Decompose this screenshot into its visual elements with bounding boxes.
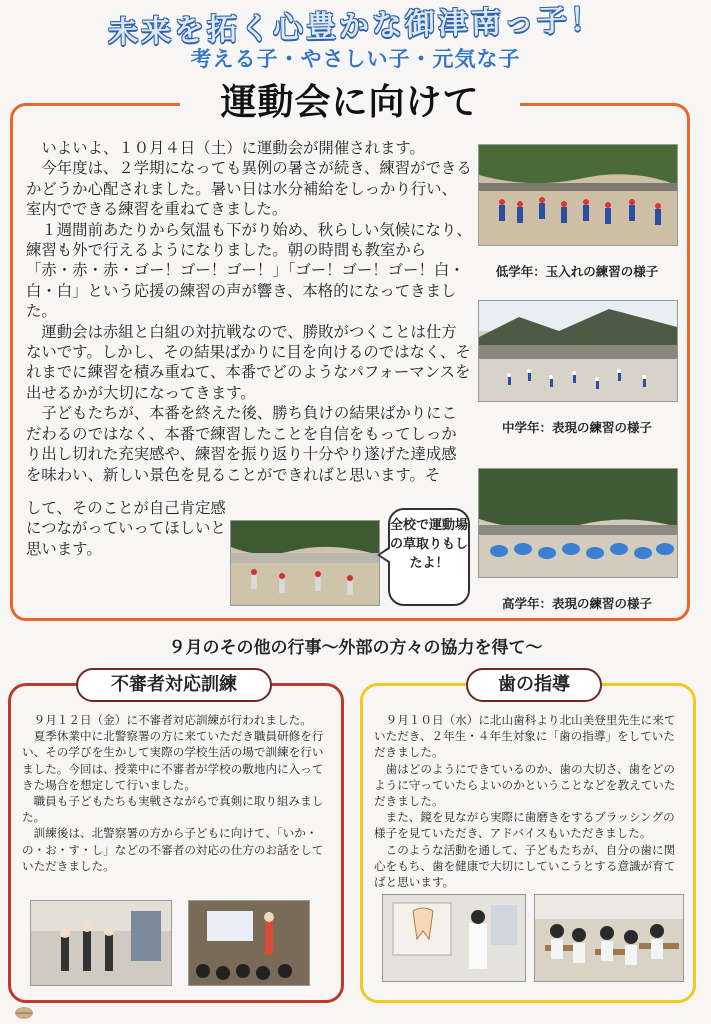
school-motto: 考える子・やさしい子・元気な子 <box>190 47 521 71</box>
article-paragraph: 子どもたちが、本番を終えた後、勝ち負けの結果ばかりにこだわるのではなく、本番で練習したことを自信をもってしっかり出し切れた充実感や、練習を振り返り十分やり遂げた達成感を味わい、新しい景色を見ることができればと思います。そ <box>26 404 457 484</box>
photo-lower-grade <box>478 144 678 246</box>
photo-drill-hallway <box>30 900 172 986</box>
school-slogan: 未来を拓く心豊かな御津南っ子！ <box>107 2 604 51</box>
drill-article <box>22 712 328 874</box>
drill-paragraph: 職員も子どもたちも実戦さながらで真剣に取り組みました。 <box>22 794 324 825</box>
drill-paragraph: ９月１２日（金）に不審者対応訓練が行われました。 <box>33 713 312 727</box>
leaf-icon <box>14 1004 34 1020</box>
speech-bubble-tail-fill <box>380 548 391 562</box>
photo-weeding <box>230 520 380 606</box>
photo-dental-lecture <box>382 894 526 982</box>
masthead <box>0 2 711 72</box>
photo-drill-talk-image <box>189 901 309 985</box>
dental-paragraph: このような活動を通して、子どもたちが、自分の歯に関心をもち、歯を健康で大切にしていこうとする意識が育てばと思います。 <box>374 842 676 890</box>
photo-drill-talk <box>188 900 310 986</box>
caption-lower-grade: 低学年：玉入れの練習の様子 <box>495 264 659 279</box>
photo-dental-brushing <box>534 894 684 982</box>
article-paragraph: いよいよ、１０月４日（土）に運動会が開催されます。 <box>41 139 425 157</box>
section-heading: ９月のその他の行事～外部の方々の協力を得て～ <box>168 638 543 658</box>
caption-middle-grade: 中学年：表現の練習の様子 <box>501 420 652 435</box>
article-paragraph: 今年度は、２学期になっても異例の暑さが続き、練習ができるかどうか心配されました。暑い日は水分補給をしっかり行い、室内でできる練習を重ねてきました。 <box>26 159 472 219</box>
dental-title: 歯の指導 <box>466 668 602 702</box>
photo-dental-lecture-image <box>383 895 525 981</box>
drill-paragraph: 夏季休業中に北警察署の方に来ていただき職員研修を行い、その学びを生かして実際の学校生活の場で訓練を行いました。今回は、授業中に不審者が学校の敷地内に入ってきた場合を想定して行いました。 <box>22 729 324 792</box>
dental-article <box>374 712 680 890</box>
speech-bubble: 全校で運動場の草取りもしたよ！ <box>388 508 470 606</box>
article-closing: して、そのことが自己肯定感につながっていってほしいと思います。 <box>26 499 226 558</box>
article-paragraph: １週間前あたりから気温も下がり始め、秋らしい気候になり、練習も外で行えるようになりました。朝の時間も教室から「赤・赤・赤・ゴー！ゴー！ゴー！」「ゴー！ゴー！ゴー！白・白・白」という応援の練習の声が響き、本格的になってきました。 <box>26 220 472 321</box>
sports-day-article <box>26 138 472 485</box>
photo-middle-grade-image <box>479 301 677 401</box>
photo-dental-brushing-image <box>535 895 683 981</box>
photo-drill-hallway-image <box>31 901 171 985</box>
page-title: 運動会に向けて <box>180 80 520 126</box>
photo-upper-grade <box>478 468 678 578</box>
photo-lower-grade-image <box>479 145 677 245</box>
caption-upper-grade: 高学年：表現の練習の様子 <box>501 596 652 611</box>
photo-middle-grade <box>478 300 678 402</box>
drill-title: 不審者対応訓練 <box>76 668 272 702</box>
dental-paragraph: また、鏡を見ながら実際に歯磨きをするブラッシングの様子を見ていただき、アドバイスもいただきました。 <box>374 810 675 841</box>
photo-upper-grade-image <box>479 469 677 577</box>
photo-weeding-image <box>231 521 379 605</box>
dental-paragraph: ９月１０日（水）に北山歯科より北山美登里先生に来ていただき、２年生・４年生対象に「歯の指導」をしていただきました。 <box>374 713 676 760</box>
article-paragraph: 運動会は赤組と白組の対抗戦なので、勝敗がつくことは仕方ないです。しかし、その結果ばかりに目を向けるのではなく、それまでに練習を積み重ねて、本番でどのようなパフォーマンスを出せるかが大切になってきます。 <box>26 322 471 402</box>
drill-paragraph: 訓練後は、北警察署の方から子どもに向けて、「いか・の・お・す・し」などの不審者の対応の仕方のお話をしていただきました。 <box>22 826 324 873</box>
dental-paragraph: 歯はどのようにできているのか、歯の大切さ、歯をどのように守っていたらよいのかということなどを教えていただきました。 <box>374 761 676 809</box>
